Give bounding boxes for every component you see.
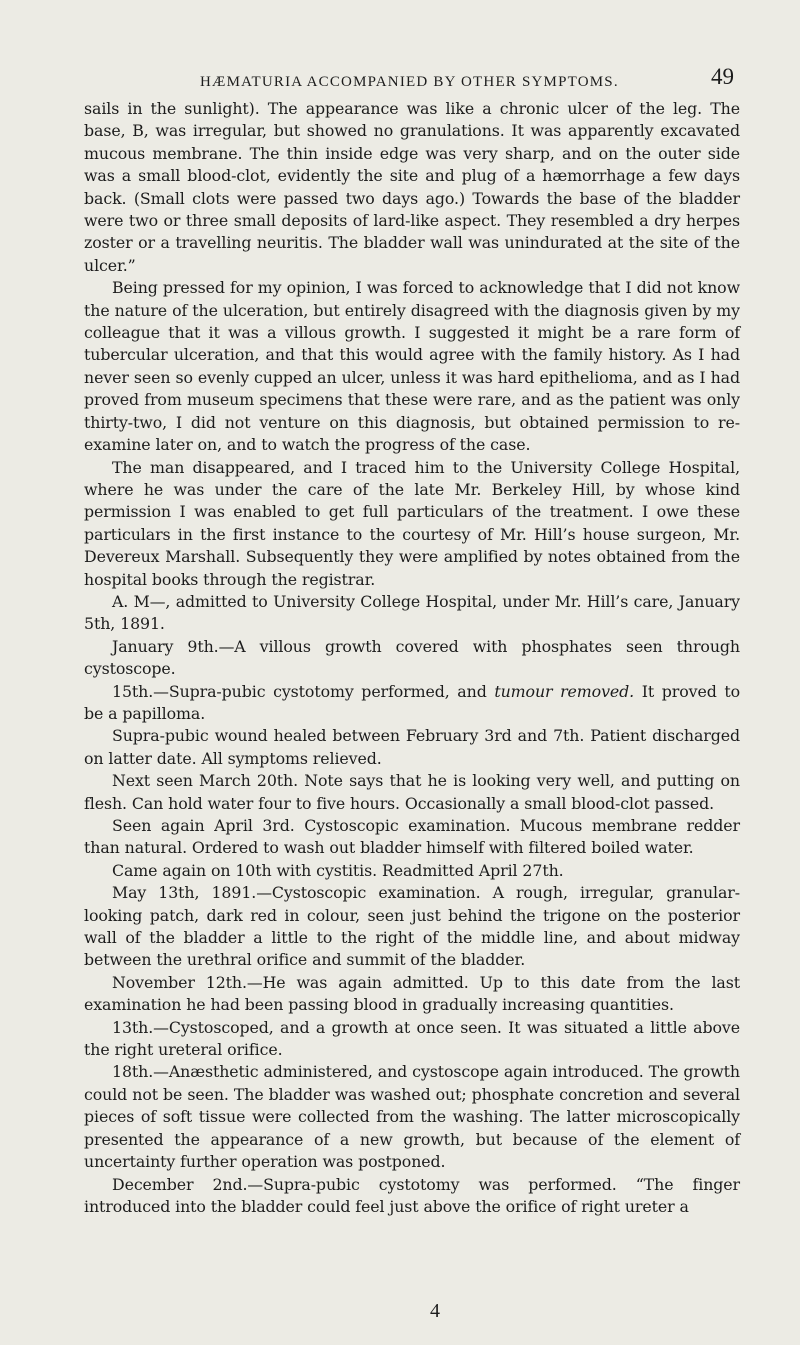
- paragraph-wound-healed: Supra-pubic wound healed between February 3rd and 7th. Patient discharged on latter date. All symptoms relieved.: [84, 726, 740, 768]
- paragraph-15th-after: It proved to be a papilloma.: [84, 681, 740, 723]
- paragraph-hospital: The man disappeared, and I traced him to the University College Hospital, where he was under the care of the late Mr. Berkeley Hill, by whose kind permission I was enabled to get full particulars of the treatment. I owe these particulars in the first instance to the courtesy of Mr. Hill’s house surgeon, Mr. Devereux Marshall. Subsequently they were amplified by notes obtained from the hospital books through the registrar.: [84, 457, 740, 589]
- paragraph-may-13: May 13th, 1891.—Cystoscopic examination. A rough, irregular, granular-looking patch, dark red in colour, seen just behind the trigone on the posterior wall of the bladder a little to the right of the middle line, and about midway between the urethral orifice and summit of the bladder.: [84, 883, 740, 970]
- signature-mark: 4: [430, 1300, 440, 1322]
- page-number: 49: [711, 64, 734, 89]
- paragraph-march-20: Next seen March 20th. Note says that he is looking very well, and putting on flesh. Can hold water four to five hours. Occasionally a small blood-clot passed.: [84, 771, 740, 813]
- body-text: [84, 98, 740, 1218]
- paragraph-opinion: Being pressed for my opinion, I was forced to acknowledge that I did not know the nature of the ulceration, but entirely disagreed with the diagnosis given by my colleague that it was a villous growth. I suggested it might be a rare form of tubercular ulceration, and that this would agree with the family history. As I had never seen so evenly cupped an ulcer, unless it was hard epithelioma, and as I had proved from museum specimens that these were rare, and as the patient was only thirty-two, I did not venture on this diagnosis, but obtained permission to re-examine later on, and to watch the progress of the case.: [84, 278, 740, 455]
- paragraph-13th: 13th.—Cystoscoped, and a growth at once seen. It was situated a little above the right ureteral orifice.: [84, 1017, 740, 1060]
- paragraph-18th: 18th.—Anæsthetic administered, and cystoscope again introduced. The growth could not be seen. The bladder was washed out; phosphate concretion and several pieces of soft tissue were collected from the washing. The latter microscopically presented the appearance of a new growth, but because of the element of uncertainty further operation was postponed.: [84, 1062, 740, 1172]
- paragraph-readmitted: Came again on 10th with cystitis. Readmitted April 27th.: [112, 860, 564, 880]
- paragraph-december-2: December 2nd.—Supra-pubic cystotomy was performed. “The finger introduced into the bladder could feel just above the orifice of right ureter a: [84, 1174, 740, 1216]
- paragraph-15th: [84, 681, 740, 726]
- paragraph-april-3: Seen again April 3rd. Cystoscopic examination. Mucous membrane redder than natural. Ordered to wash out bladder himself with filtered boiled water.: [84, 816, 740, 858]
- running-title: HÆMATURIA ACCOMPANIED BY OTHER SYMPTOMS.: [200, 74, 619, 90]
- paragraph-15th-before: 15th.—Supra-pubic cystotomy performed, and: [112, 681, 495, 701]
- paragraph-continued: sails in the sunlight). The appearance was like a chronic ulcer of the leg. The base, B, was irregular, but showed no granulations. It was apparently excavated mucous membrane. The thin inside edge was very sharp, and on the outer side was a small blood-clot, evidently the site and plug of a hæmorrhage a few days back. (Small clots were passed two days ago.) Towards the base of the bladder were two or three small deposits of lard-like aspect. They resembled a dry herpes zoster or a travelling neuritis. The bladder wall was unindurated at the site of the ulcer.”: [84, 99, 740, 275]
- paragraph-15th-italic: tumour removed.: [494, 681, 635, 701]
- paragraph-november-12: November 12th.—He was again admitted. Up to this date from the last examination he had been passing blood in gradually increasing quantities.: [84, 972, 740, 1015]
- running-head: [84, 64, 740, 98]
- paragraph-january-9: January 9th.—A villous growth covered with phosphates seen through cystoscope.: [84, 636, 740, 679]
- paragraph-admission: A. M—, admitted to University College Hospital, under Mr. Hill’s care, January 5th, 1891.: [84, 591, 740, 634]
